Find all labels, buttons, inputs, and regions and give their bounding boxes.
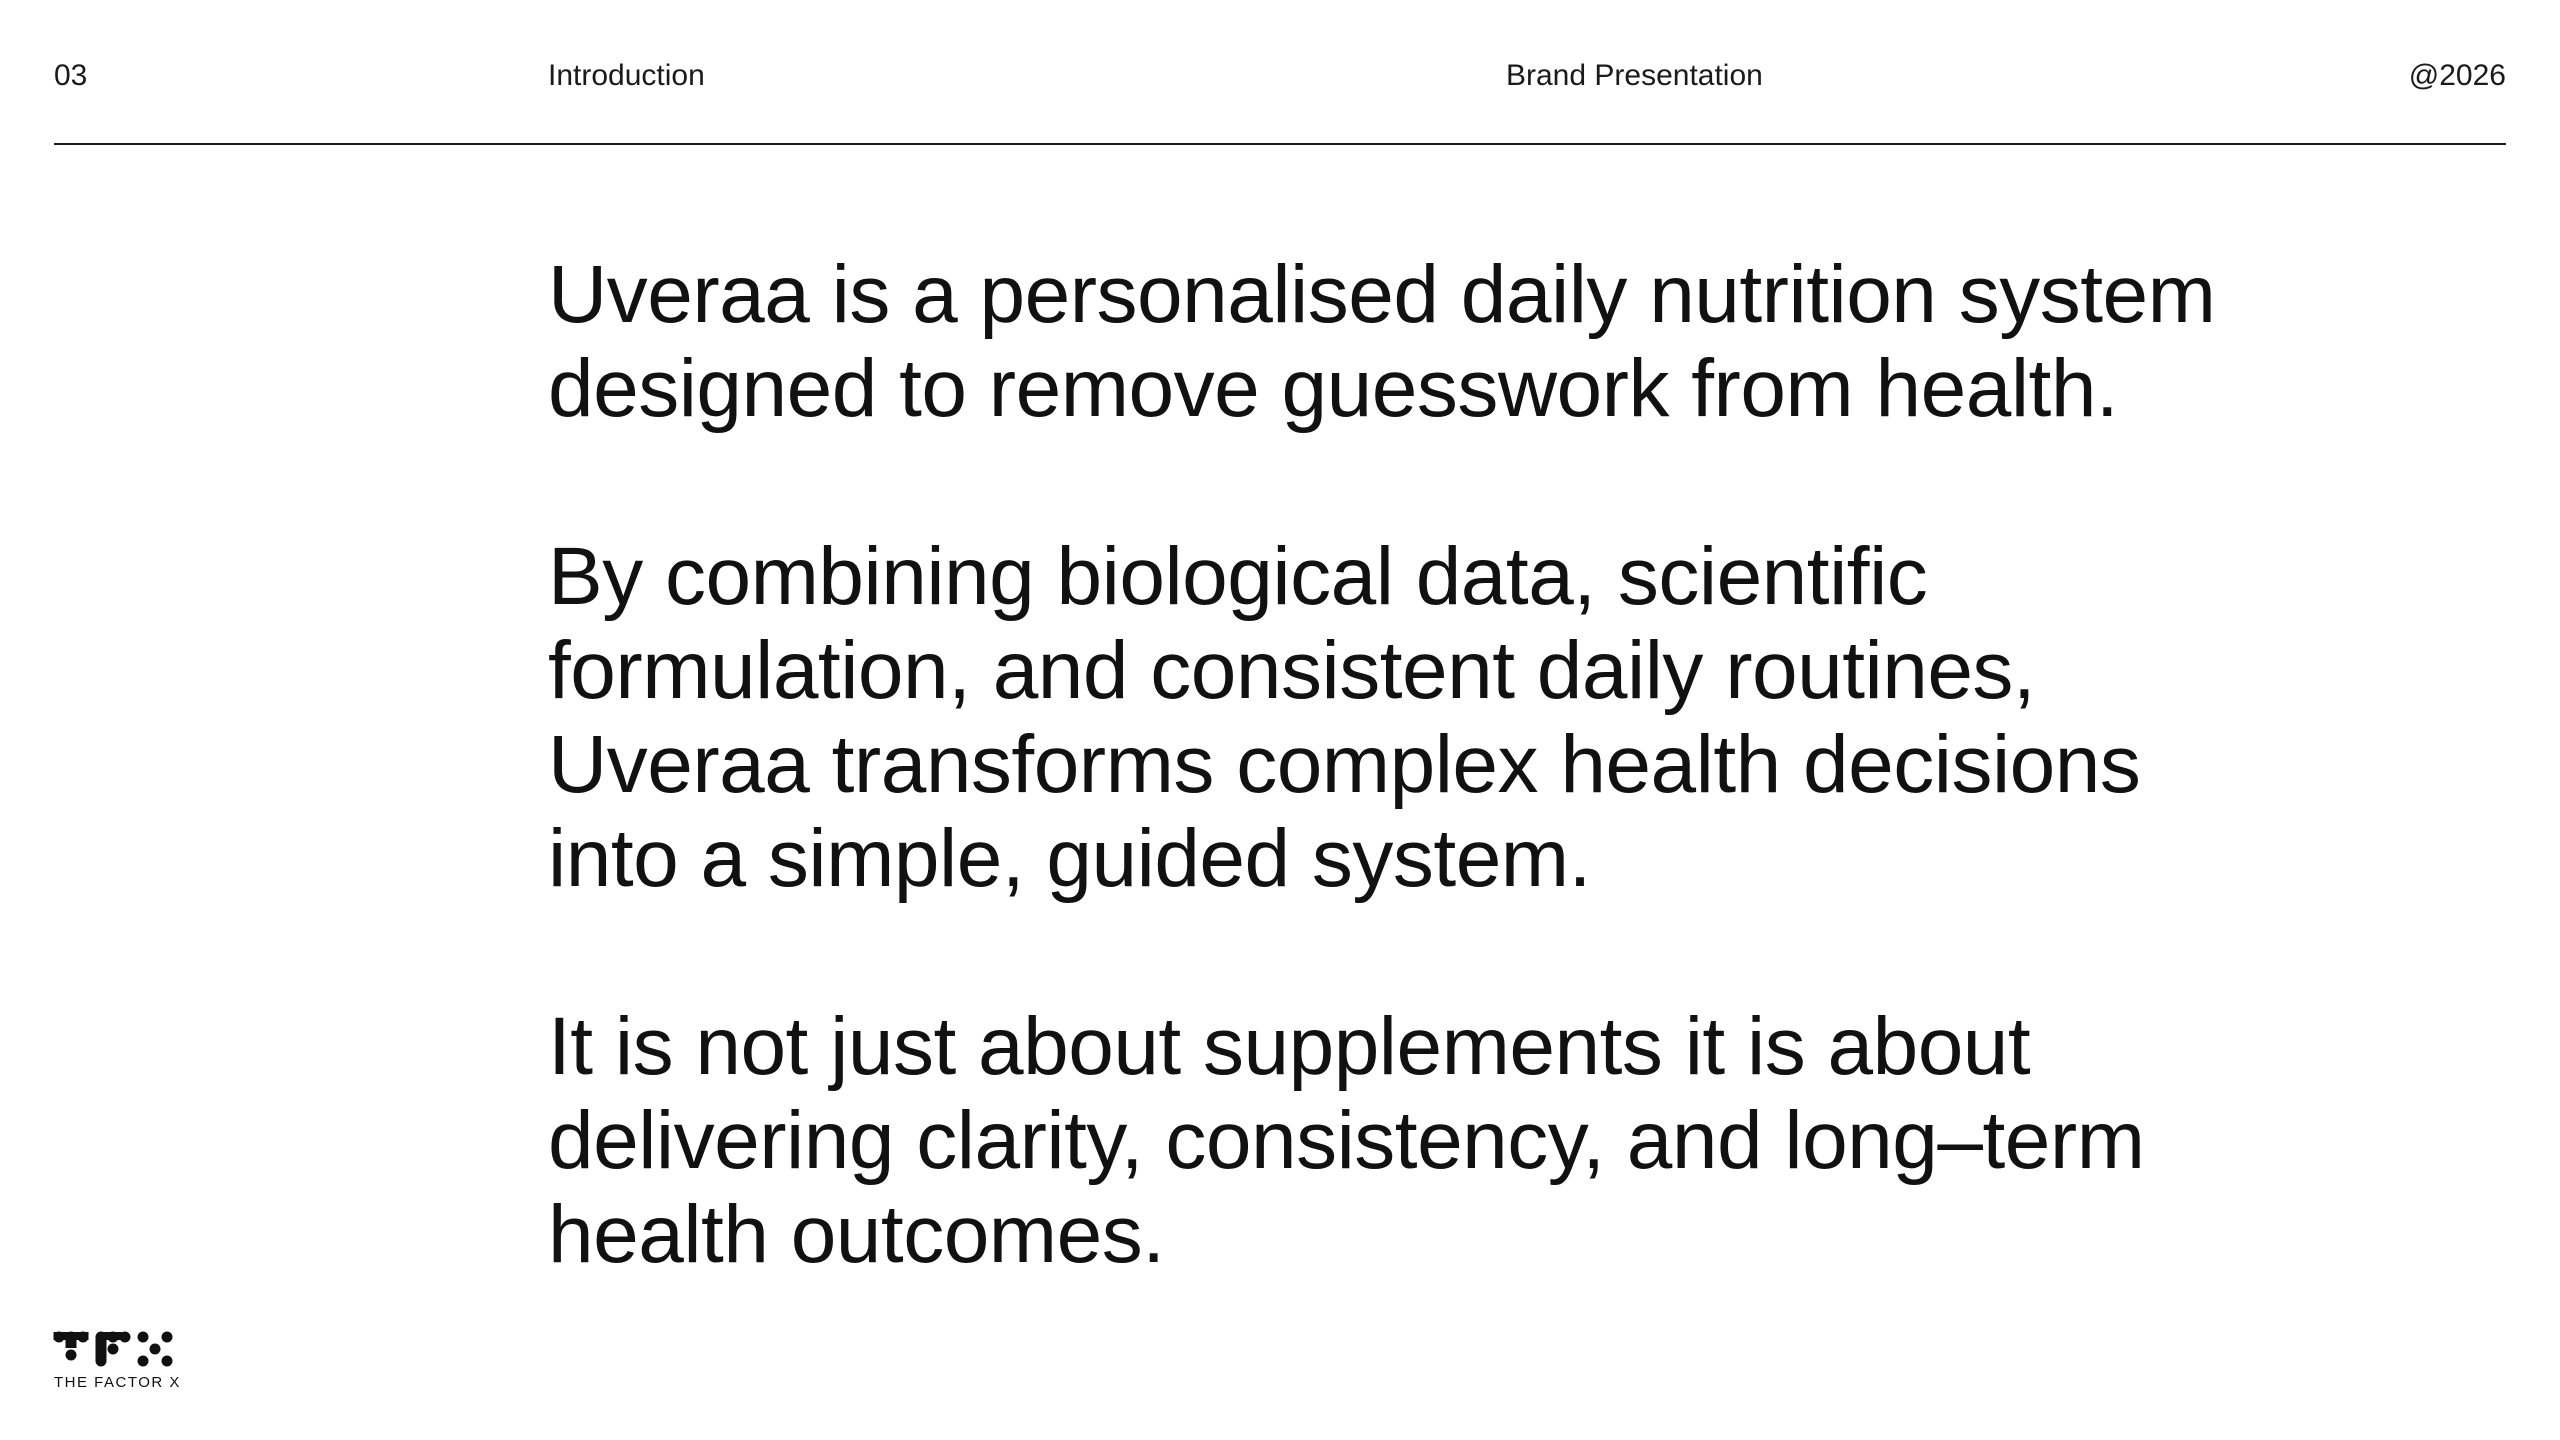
page-number: 03: [54, 59, 88, 92]
brand-logo: [52, 1330, 212, 1390]
section-title: Introduction: [548, 59, 705, 92]
paragraph-method: By combining biological data, scientific formulation, and consistent daily routines, Uveraa transforms complex health decisions into a simple, guided system.: [548, 531, 2141, 904]
header-divider: [54, 143, 2506, 145]
tfx-logo-icon: [52, 1330, 176, 1368]
paragraph-intro: Uveraa is a personalised daily nutrition system designed to remove guesswork from health.: [548, 249, 2216, 434]
slide-header: [54, 56, 2506, 96]
logo-text: THE FACTOR X: [54, 1374, 181, 1391]
year-tag: @2026: [2408, 59, 2506, 92]
paragraph-outcome: It is not just about supplements it is about delivering clarity, consistency, and long–term health outcomes.: [548, 1001, 2145, 1280]
body-copy: [548, 248, 2448, 1376]
deck-title: Brand Presentation: [1506, 59, 1763, 92]
